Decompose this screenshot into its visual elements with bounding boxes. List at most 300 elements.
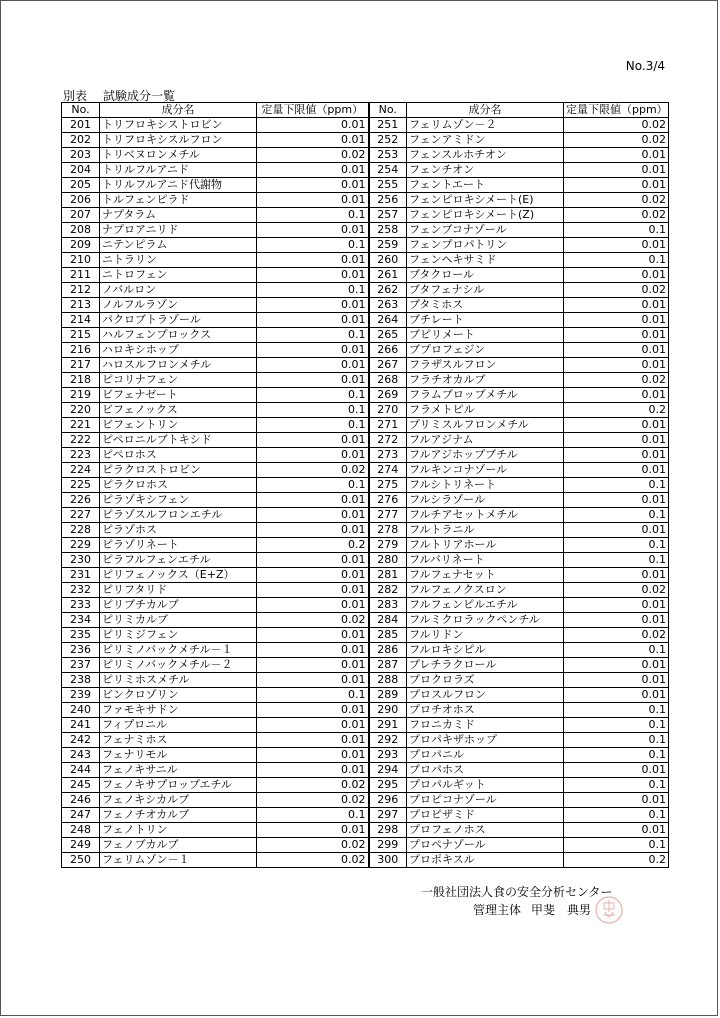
cell-no-left: 208 <box>62 223 100 238</box>
cell-no-left: 223 <box>62 448 100 463</box>
table-row <box>62 403 669 418</box>
cell-value-right: 0.02 <box>564 373 669 388</box>
representative-line <box>421 901 613 919</box>
cell-no-right: 299 <box>369 838 407 853</box>
cell-no-left: 229 <box>62 538 100 553</box>
cell-value-right: 0.1 <box>564 718 669 733</box>
cell-name-left: フェノキシカルブ <box>100 793 257 808</box>
cell-no-left: 218 <box>62 373 100 388</box>
cell-value-left: 0.01 <box>257 718 369 733</box>
cell-no-right: 260 <box>369 253 407 268</box>
table-row <box>62 298 669 313</box>
cell-value-left: 0.1 <box>257 688 369 703</box>
cell-name-right: ブプロフェジン <box>407 343 564 358</box>
cell-value-left: 0.01 <box>257 553 369 568</box>
cell-value-right: 0.01 <box>564 163 669 178</box>
cell-name-right: フラムプロップメチル <box>407 388 564 403</box>
table-row <box>62 433 669 448</box>
cell-no-right: 285 <box>369 628 407 643</box>
table-row <box>62 463 669 478</box>
cell-name-left: トリフロキシスルフロン <box>100 133 257 148</box>
cell-name-right: ブタフェナシル <box>407 283 564 298</box>
cell-value-right: 0.2 <box>564 853 669 868</box>
cell-name-right: フルトラニル <box>407 523 564 538</box>
cell-value-left: 0.01 <box>257 118 369 133</box>
cell-name-right: プロピザミド <box>407 808 564 823</box>
cell-name-left: ピペロニルブトキシド <box>100 433 257 448</box>
cell-name-right: ブピリメート <box>407 328 564 343</box>
cell-no-right: 298 <box>369 823 407 838</box>
cell-name-left: フェノキサニル <box>100 763 257 778</box>
cell-no-right: 272 <box>369 433 407 448</box>
cell-no-right: 287 <box>369 658 407 673</box>
table-row <box>62 598 669 613</box>
cell-no-left: 214 <box>62 313 100 328</box>
cell-value-right: 0.01 <box>564 523 669 538</box>
cell-name-left: ピリミノバックメチル－２ <box>100 658 257 673</box>
table-row <box>62 568 669 583</box>
cell-value-right: 0.2 <box>564 403 669 418</box>
table-row <box>62 283 669 298</box>
cell-no-right: 254 <box>369 163 407 178</box>
cell-value-right: 0.01 <box>564 598 669 613</box>
cell-value-left: 0.01 <box>257 193 369 208</box>
cell-name-right: フルチアセットメチル <box>407 508 564 523</box>
cell-no-left: 245 <box>62 778 100 793</box>
table-row <box>62 838 669 853</box>
cell-value-left: 0.01 <box>257 493 369 508</box>
cell-no-left: 240 <box>62 703 100 718</box>
cell-name-right: プレチラクロール <box>407 658 564 673</box>
table-row <box>62 628 669 643</box>
cell-no-right: 253 <box>369 148 407 163</box>
cell-value-left: 0.02 <box>257 778 369 793</box>
cell-no-left: 212 <box>62 283 100 298</box>
cell-name-right: フルアジホップブチル <box>407 448 564 463</box>
cell-value-left: 0.02 <box>257 613 369 628</box>
cell-value-right: 0.1 <box>564 643 669 658</box>
cell-no-right: 265 <box>369 328 407 343</box>
table-row <box>62 373 669 388</box>
cell-value-right: 0.1 <box>564 778 669 793</box>
cell-no-right: 300 <box>369 853 407 868</box>
cell-value-left: 0.01 <box>257 268 369 283</box>
cell-name-left: ピラゾホス <box>100 523 257 538</box>
cell-name-right: フルアジナム <box>407 433 564 448</box>
cell-name-left: パクロブトラゾール <box>100 313 257 328</box>
cell-no-right: 257 <box>369 208 407 223</box>
cell-no-left: 222 <box>62 433 100 448</box>
cell-no-right: 292 <box>369 733 407 748</box>
cell-no-right: 273 <box>369 448 407 463</box>
table-row <box>62 178 669 193</box>
cell-value-right: 0.02 <box>564 583 669 598</box>
cell-value-right: 0.01 <box>564 763 669 778</box>
cell-no-left: 246 <box>62 793 100 808</box>
cell-no-left: 203 <box>62 148 100 163</box>
cell-no-right: 255 <box>369 178 407 193</box>
cell-name-left: ハロスルフロンメチル <box>100 358 257 373</box>
components-table <box>61 102 669 868</box>
caption-prefix: 別表 <box>63 89 88 103</box>
cell-no-left: 210 <box>62 253 100 268</box>
cell-no-right: 266 <box>369 343 407 358</box>
cell-no-left: 216 <box>62 343 100 358</box>
representative-role: 管理主体 <box>473 903 522 917</box>
cell-no-right: 276 <box>369 493 407 508</box>
cell-no-left: 202 <box>62 133 100 148</box>
cell-no-right: 274 <box>369 463 407 478</box>
cell-name-right: フロニカミド <box>407 718 564 733</box>
header-no: No. <box>62 103 100 118</box>
cell-name-right: プロポキスル <box>407 853 564 868</box>
cell-value-left: 0.01 <box>257 433 369 448</box>
cell-no-left: 209 <box>62 238 100 253</box>
cell-value-right: 0.02 <box>564 118 669 133</box>
cell-name-left: ニトロフェン <box>100 268 257 283</box>
table-row <box>62 523 669 538</box>
cell-name-right: フラチオカルブ <box>407 373 564 388</box>
cell-name-right: ブチレート <box>407 313 564 328</box>
cell-value-left: 0.1 <box>257 388 369 403</box>
cell-value-right: 0.1 <box>564 703 669 718</box>
cell-name-right: フェンブコナゾール <box>407 223 564 238</box>
cell-no-left: 248 <box>62 823 100 838</box>
cell-name-right: フルミクロラックペンチル <box>407 613 564 628</box>
cell-no-right: 288 <box>369 673 407 688</box>
table-row <box>62 118 669 133</box>
cell-value-right: 0.1 <box>564 733 669 748</box>
cell-no-right: 256 <box>369 193 407 208</box>
cell-value-left: 0.01 <box>257 343 369 358</box>
cell-no-right: 282 <box>369 583 407 598</box>
cell-name-right: プロスルフロン <box>407 688 564 703</box>
table-header-row <box>62 103 669 118</box>
cell-no-left: 233 <box>62 598 100 613</box>
cell-name-left: ニテンピラム <box>100 238 257 253</box>
table-row <box>62 733 669 748</box>
cell-value-right: 0.1 <box>564 748 669 763</box>
cell-no-right: 252 <box>369 133 407 148</box>
cell-name-right: フェントエート <box>407 178 564 193</box>
cell-name-right: フルロキシピル <box>407 643 564 658</box>
cell-name-left: トリベヌロンメチル <box>100 148 257 163</box>
table-row <box>62 268 669 283</box>
cell-no-left: 239 <box>62 688 100 703</box>
cell-name-left: フェノトリン <box>100 823 257 838</box>
cell-no-left: 230 <box>62 553 100 568</box>
table-row <box>62 148 669 163</box>
cell-no-right: 262 <box>369 283 407 298</box>
table-row <box>62 358 669 373</box>
cell-no-right: 286 <box>369 643 407 658</box>
cell-no-right: 278 <box>369 523 407 538</box>
table-row <box>62 718 669 733</box>
cell-value-right: 0.01 <box>564 328 669 343</box>
cell-value-left: 0.01 <box>257 373 369 388</box>
cell-no-right: 270 <box>369 403 407 418</box>
cell-value-left: 0.1 <box>257 208 369 223</box>
cell-value-left: 0.02 <box>257 793 369 808</box>
cell-no-left: 211 <box>62 268 100 283</box>
table-row <box>62 538 669 553</box>
cell-value-right: 0.01 <box>564 358 669 373</box>
table-row <box>62 658 669 673</box>
cell-no-left: 243 <box>62 748 100 763</box>
table-row <box>62 328 669 343</box>
cell-no-right: 271 <box>369 418 407 433</box>
header-name: 成分名 <box>100 103 257 118</box>
cell-no-right: 281 <box>369 568 407 583</box>
cell-value-left: 0.01 <box>257 568 369 583</box>
table-row <box>62 793 669 808</box>
cell-value-left: 0.1 <box>257 808 369 823</box>
cell-no-left: 238 <box>62 673 100 688</box>
header-no-right: No. <box>369 103 407 118</box>
cell-no-left: 235 <box>62 628 100 643</box>
cell-no-left: 227 <box>62 508 100 523</box>
cell-name-left: フェノキサプロップエチル <box>100 778 257 793</box>
seal-glyph <box>603 900 615 917</box>
caption-title: 試験成分一覧 <box>103 89 176 103</box>
cell-no-right: 294 <box>369 763 407 778</box>
cell-value-right: 0.01 <box>564 658 669 673</box>
cell-value-left: 0.01 <box>257 508 369 523</box>
cell-name-left: ピリブチカルブ <box>100 598 257 613</box>
cell-value-left: 0.01 <box>257 163 369 178</box>
seal-stamp <box>594 895 624 925</box>
cell-value-right: 0.1 <box>564 838 669 853</box>
cell-no-right: 268 <box>369 373 407 388</box>
cell-no-left: 215 <box>62 328 100 343</box>
cell-value-right: 0.01 <box>564 433 669 448</box>
cell-no-left: 228 <box>62 523 100 538</box>
cell-value-right: 0.01 <box>564 418 669 433</box>
cell-name-right: フルキンコナゾール <box>407 463 564 478</box>
cell-name-left: フェナミホス <box>100 733 257 748</box>
cell-no-left: 232 <box>62 583 100 598</box>
cell-value-right: 0.1 <box>564 253 669 268</box>
cell-value-right: 0.02 <box>564 628 669 643</box>
organization-name: 一般社団法人食の安全分析センター <box>421 885 613 899</box>
table-row <box>62 253 669 268</box>
table-row <box>62 418 669 433</box>
cell-name-left: ピペロホス <box>100 448 257 463</box>
cell-no-left: 247 <box>62 808 100 823</box>
cell-no-right: 296 <box>369 793 407 808</box>
cell-no-left: 231 <box>62 568 100 583</box>
cell-name-right: プロピコナゾール <box>407 793 564 808</box>
cell-name-right: フェンチオン <box>407 163 564 178</box>
cell-name-left: ビフェナゼート <box>100 388 257 403</box>
cell-no-right: 263 <box>369 298 407 313</box>
cell-name-left: ピラゾスルフロンエチル <box>100 508 257 523</box>
cell-name-left: ピラクロストロビン <box>100 463 257 478</box>
cell-name-left: ニトラリン <box>100 253 257 268</box>
cell-value-right: 0.1 <box>564 478 669 493</box>
cell-value-left: 0.01 <box>257 643 369 658</box>
cell-name-right: フルフェンピルエチル <box>407 598 564 613</box>
cell-no-left: 225 <box>62 478 100 493</box>
cell-name-left: ハルフェンプロックス <box>100 328 257 343</box>
cell-value-left: 0.01 <box>257 223 369 238</box>
cell-value-left: 0.2 <box>257 538 369 553</box>
cell-name-right: フェンアミドン <box>407 133 564 148</box>
cell-no-left: 221 <box>62 418 100 433</box>
cell-name-left: ピリミノバックメチル－１ <box>100 643 257 658</box>
cell-value-right: 0.01 <box>564 343 669 358</box>
table-row <box>62 778 669 793</box>
cell-value-right: 0.01 <box>564 268 669 283</box>
table-row <box>62 673 669 688</box>
cell-value-left: 0.01 <box>257 598 369 613</box>
cell-value-left: 0.01 <box>257 583 369 598</box>
cell-name-right: ブタミホス <box>407 298 564 313</box>
cell-name-left: ピリミカルブ <box>100 613 257 628</box>
cell-name-left: ピラゾキシフェン <box>100 493 257 508</box>
cell-name-left: ナプロアニリド <box>100 223 257 238</box>
cell-name-left: フェリムゾン－１ <box>100 853 257 868</box>
cell-name-right: フルバリネート <box>407 553 564 568</box>
table-row <box>62 703 669 718</box>
cell-name-left: フェノブカルブ <box>100 838 257 853</box>
cell-name-right: フェンスルホチオン <box>407 148 564 163</box>
cell-no-left: 234 <box>62 613 100 628</box>
cell-name-left: ハロキシホップ <box>100 343 257 358</box>
cell-name-right: フラメトピル <box>407 403 564 418</box>
cell-value-right: 0.02 <box>564 133 669 148</box>
cell-value-right: 0.1 <box>564 538 669 553</box>
cell-value-right: 0.01 <box>564 493 669 508</box>
table-row <box>62 613 669 628</box>
header-name-right: 成分名 <box>407 103 564 118</box>
cell-name-right: プロパニル <box>407 748 564 763</box>
table-row <box>62 193 669 208</box>
cell-no-right: 261 <box>369 268 407 283</box>
cell-value-left: 0.01 <box>257 748 369 763</box>
cell-value-left: 0.1 <box>257 478 369 493</box>
cell-value-left: 0.1 <box>257 328 369 343</box>
cell-no-left: 220 <box>62 403 100 418</box>
table-row <box>62 823 669 838</box>
cell-name-left: フェナリモル <box>100 748 257 763</box>
cell-value-right: 0.01 <box>564 823 669 838</box>
table-row <box>62 748 669 763</box>
cell-no-right: 284 <box>369 613 407 628</box>
cell-name-right: フェンプロパトリン <box>407 238 564 253</box>
cell-name-right: フェンヘキサミド <box>407 253 564 268</box>
cell-name-left: トリフロキシストロビン <box>100 118 257 133</box>
cell-no-right: 279 <box>369 538 407 553</box>
cell-value-left: 0.01 <box>257 673 369 688</box>
cell-value-right: 0.1 <box>564 223 669 238</box>
cell-value-left: 0.1 <box>257 238 369 253</box>
table-row <box>62 508 669 523</box>
table-row <box>62 853 669 868</box>
cell-name-right: フルシラゾール <box>407 493 564 508</box>
cell-no-right: 264 <box>369 313 407 328</box>
cell-no-right: 259 <box>369 238 407 253</box>
cell-name-right: プロパホス <box>407 763 564 778</box>
cell-name-right: フェンピロキシメート(Z) <box>407 208 564 223</box>
cell-no-right: 275 <box>369 478 407 493</box>
cell-name-right: フェンピロキシメート(E) <box>407 193 564 208</box>
table-row <box>62 163 669 178</box>
cell-value-right: 0.01 <box>564 673 669 688</box>
cell-name-left: トリルフルアニド <box>100 163 257 178</box>
cell-name-right: フラザスルフロン <box>407 358 564 373</box>
table-row <box>62 688 669 703</box>
cell-value-right: 0.1 <box>564 553 669 568</box>
cell-name-right: フルシトリネート <box>407 478 564 493</box>
cell-no-right: 267 <box>369 358 407 373</box>
cell-value-left: 0.1 <box>257 403 369 418</box>
cell-value-left: 0.01 <box>257 658 369 673</box>
table-row <box>62 583 669 598</box>
cell-value-right: 0.01 <box>564 448 669 463</box>
cell-no-right: 293 <box>369 748 407 763</box>
table-body <box>62 118 669 868</box>
cell-name-right: フルリドン <box>407 628 564 643</box>
cell-name-left: ピラクロホス <box>100 478 257 493</box>
cell-name-right: フルフェノクスロン <box>407 583 564 598</box>
cell-value-right: 0.1 <box>564 808 669 823</box>
cell-name-left: フィプロニル <box>100 718 257 733</box>
cell-no-left: 201 <box>62 118 100 133</box>
cell-no-left: 250 <box>62 853 100 868</box>
cell-value-left: 0.02 <box>257 853 369 868</box>
table-row <box>62 493 669 508</box>
cell-no-right: 289 <box>369 688 407 703</box>
cell-name-left: ナプタラム <box>100 208 257 223</box>
cell-value-left: 0.01 <box>257 358 369 373</box>
cell-no-right: 290 <box>369 703 407 718</box>
cell-no-left: 244 <box>62 763 100 778</box>
cell-no-left: 241 <box>62 718 100 733</box>
cell-no-right: 295 <box>369 778 407 793</box>
cell-name-right: プロペナゾール <box>407 838 564 853</box>
table-row <box>62 223 669 238</box>
cell-value-left: 0.01 <box>257 178 369 193</box>
cell-no-left: 249 <box>62 838 100 853</box>
cell-value-right: 0.01 <box>564 613 669 628</box>
cell-name-left: ピリミホスメチル <box>100 673 257 688</box>
cell-no-right: 297 <box>369 808 407 823</box>
header-value: 定量下限値（ppm） <box>257 103 369 118</box>
table-row <box>62 133 669 148</box>
cell-name-right: プロクロラズ <box>407 673 564 688</box>
cell-value-left: 0.01 <box>257 298 369 313</box>
cell-no-right: 277 <box>369 508 407 523</box>
cell-name-right: ブタクロール <box>407 268 564 283</box>
cell-no-left: 236 <box>62 643 100 658</box>
cell-value-left: 0.1 <box>257 418 369 433</box>
cell-no-left: 207 <box>62 208 100 223</box>
cell-name-left: ノバルロン <box>100 283 257 298</box>
cell-no-left: 206 <box>62 193 100 208</box>
table-row <box>62 808 669 823</box>
cell-value-right: 0.01 <box>564 463 669 478</box>
cell-no-right: 251 <box>369 118 407 133</box>
cell-name-left: ピリミジフェン <box>100 628 257 643</box>
table-row <box>62 388 669 403</box>
cell-name-right: プリミスルフロンメチル <box>407 418 564 433</box>
cell-value-right: 0.1 <box>564 508 669 523</box>
cell-value-right: 0.01 <box>564 178 669 193</box>
cell-name-left: ビフェノックス <box>100 403 257 418</box>
cell-name-right: フェリムゾン－２ <box>407 118 564 133</box>
cell-value-left: 0.01 <box>257 763 369 778</box>
